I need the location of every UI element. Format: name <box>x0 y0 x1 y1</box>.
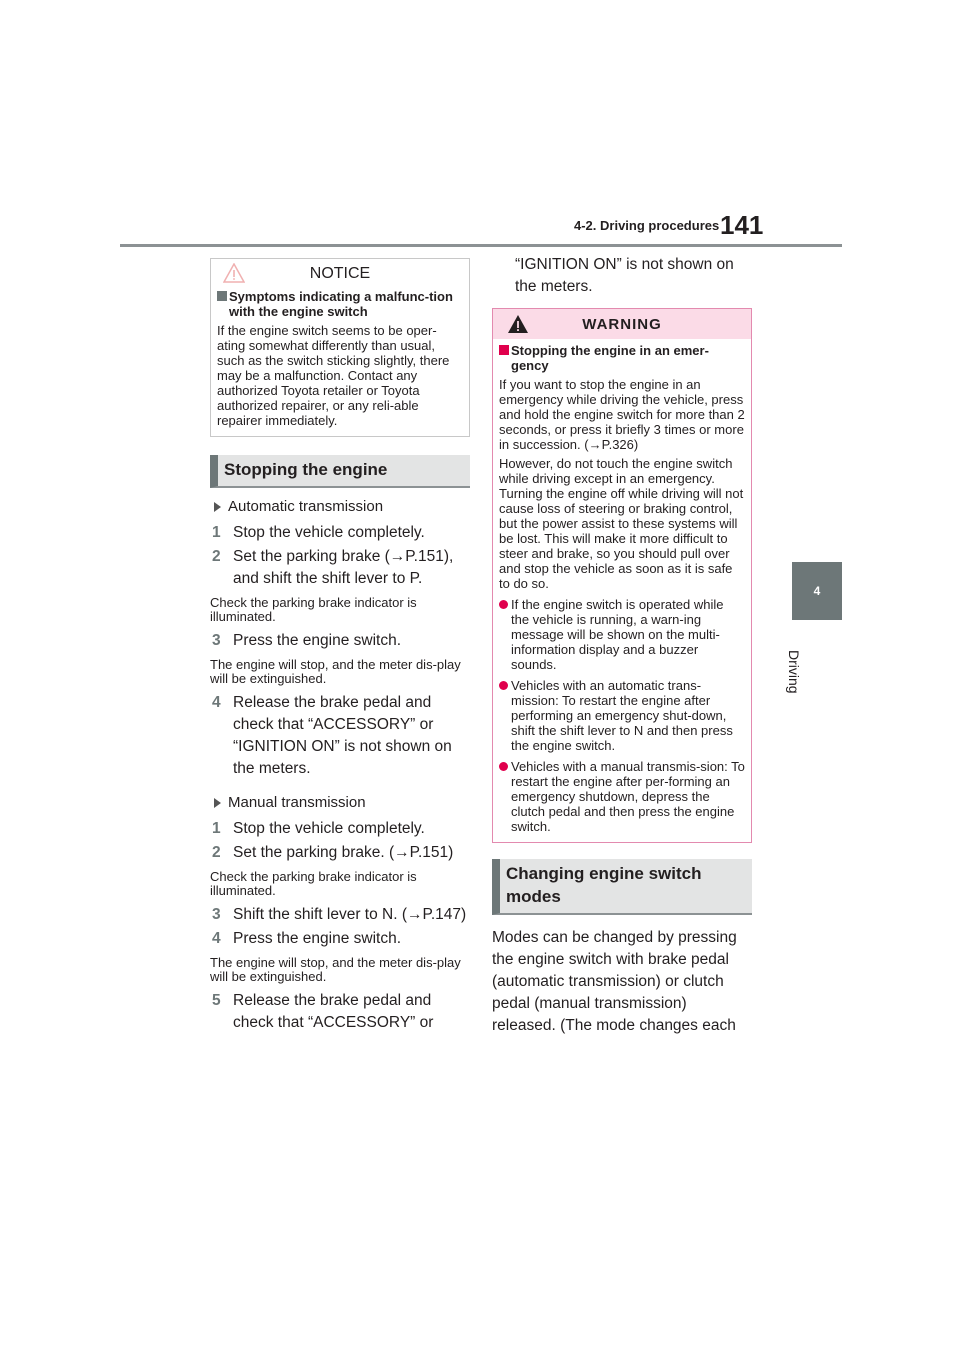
manual-step-4: 4 Press the engine switch. <box>212 930 402 947</box>
manual-step-2: 2 Set the parking brake. (→P.151) <box>212 844 454 861</box>
section-heading-changing: Changing engine switch modes <box>492 859 752 915</box>
manual-transmission-label: Manual transmission <box>210 794 470 812</box>
manual-note-4: The engine will stop, and the meter dis-play will be extinguished. <box>210 955 461 984</box>
manual-step-1: 1 Stop the vehicle completely. <box>212 820 425 837</box>
warning-paragraph-2: However, do not touch the engine switch while driving except in an emergency. Turning the engine off while driving will not cause loss of steering or braking control, but the power assist to these systems will be lost. This will make it more difficult to steer and brake, so you should pull over and stop the vehicle as soon as it is safe to do so. <box>499 456 744 591</box>
round-bullet-icon <box>499 681 508 690</box>
auto-step-2: 2 Set the parking brake (→P.151), and shift the shift lever to P. <box>212 548 454 587</box>
round-bullet-icon <box>499 762 508 771</box>
warning-title: WARNING <box>582 315 662 333</box>
triangle-bullet-icon <box>214 502 221 512</box>
right-column <box>492 254 752 1037</box>
auto-step-1: 1 Stop the vehicle completely. <box>212 524 425 541</box>
auto-step-3: 3 Press the engine switch. <box>212 632 402 649</box>
manual-step-5-continued: “IGNITION ON” is not shown on the meters. <box>515 256 734 295</box>
square-bullet-icon <box>217 291 227 301</box>
auto-note-3: The engine will stop, and the meter dis-play will be extinguished. <box>210 657 461 686</box>
changing-body-text: Modes can be changed by pressing the engine switch with brake pedal (automatic transmission) or clutch pedal (manual transmission) released. (The mode changes each <box>492 929 737 1034</box>
manual-step-3: 3 Shift the shift lever to N. (→P.147) <box>212 906 467 923</box>
warning-bullet-1: If the engine switch is operated while the vehicle is running, a warn-ing message will be shown on the multi-information display and a buzzer sounds. <box>493 591 751 672</box>
left-column <box>210 258 470 1036</box>
caution-triangle-icon <box>223 263 245 283</box>
warning-header <box>493 309 751 339</box>
chapter-label: Driving <box>786 650 802 694</box>
section-title: 4-2. Driving procedures <box>574 218 720 233</box>
round-bullet-icon <box>499 600 508 609</box>
warning-paragraph-1: If you want to stop the engine in an emergency while driving the vehicle, press and hold the engine switch for more than 2 seconds, or press it briefly 3 times or more in succession. (→P.326) <box>499 377 745 452</box>
warning-bullet-3: Vehicles with a manual transmis-sion: To restart the engine after per-forming an emergency shutdown, depress the clutch pedal and then press the engine switch. <box>493 753 751 834</box>
section-heading-stopping: Stopping the engine <box>210 455 470 488</box>
chapter-tab: 4 <box>792 562 842 620</box>
manual-step-5: 5 Release the brake pedal and check that “ACCESSORY” or <box>212 992 434 1031</box>
notice-header <box>211 259 469 289</box>
triangle-bullet-icon <box>214 798 221 808</box>
warning-bullet-2: Vehicles with an automatic trans-mission: To restart the engine after performing an emergency shut-down, shift the shift lever to N and then press the engine switch. <box>493 672 751 753</box>
notice-box <box>210 258 470 437</box>
automatic-transmission-label: Automatic transmission <box>210 498 470 516</box>
warning-triangle-icon <box>507 314 529 334</box>
page-number: 141 <box>720 210 764 240</box>
auto-note-2: Check the parking brake indicator is illuminated. <box>210 595 417 624</box>
notice-subheading: Symptoms indicating a malfunc-tion with the engine switch <box>211 289 469 319</box>
warning-box <box>492 308 752 843</box>
warning-subheading: Stopping the engine in an emer-gency <box>493 343 751 373</box>
square-bullet-icon <box>499 345 509 355</box>
notice-text: If the engine switch seems to be oper-ating somewhat differently than usual, such as the switch sticking slightly, there may be a malfunction. Contact any authorized Toyota retailer or Toyota authorized repairer, or any reli-able repairer immediately. <box>217 323 450 428</box>
notice-title: NOTICE <box>309 265 371 282</box>
manual-note-2: Check the parking brake indicator is illuminated. <box>210 869 417 898</box>
header-rule <box>120 244 842 247</box>
auto-step-4: 4 Release the brake pedal and check that “ACCESSORY” or “IGNITION ON” is not shown on the meters. <box>212 694 452 777</box>
